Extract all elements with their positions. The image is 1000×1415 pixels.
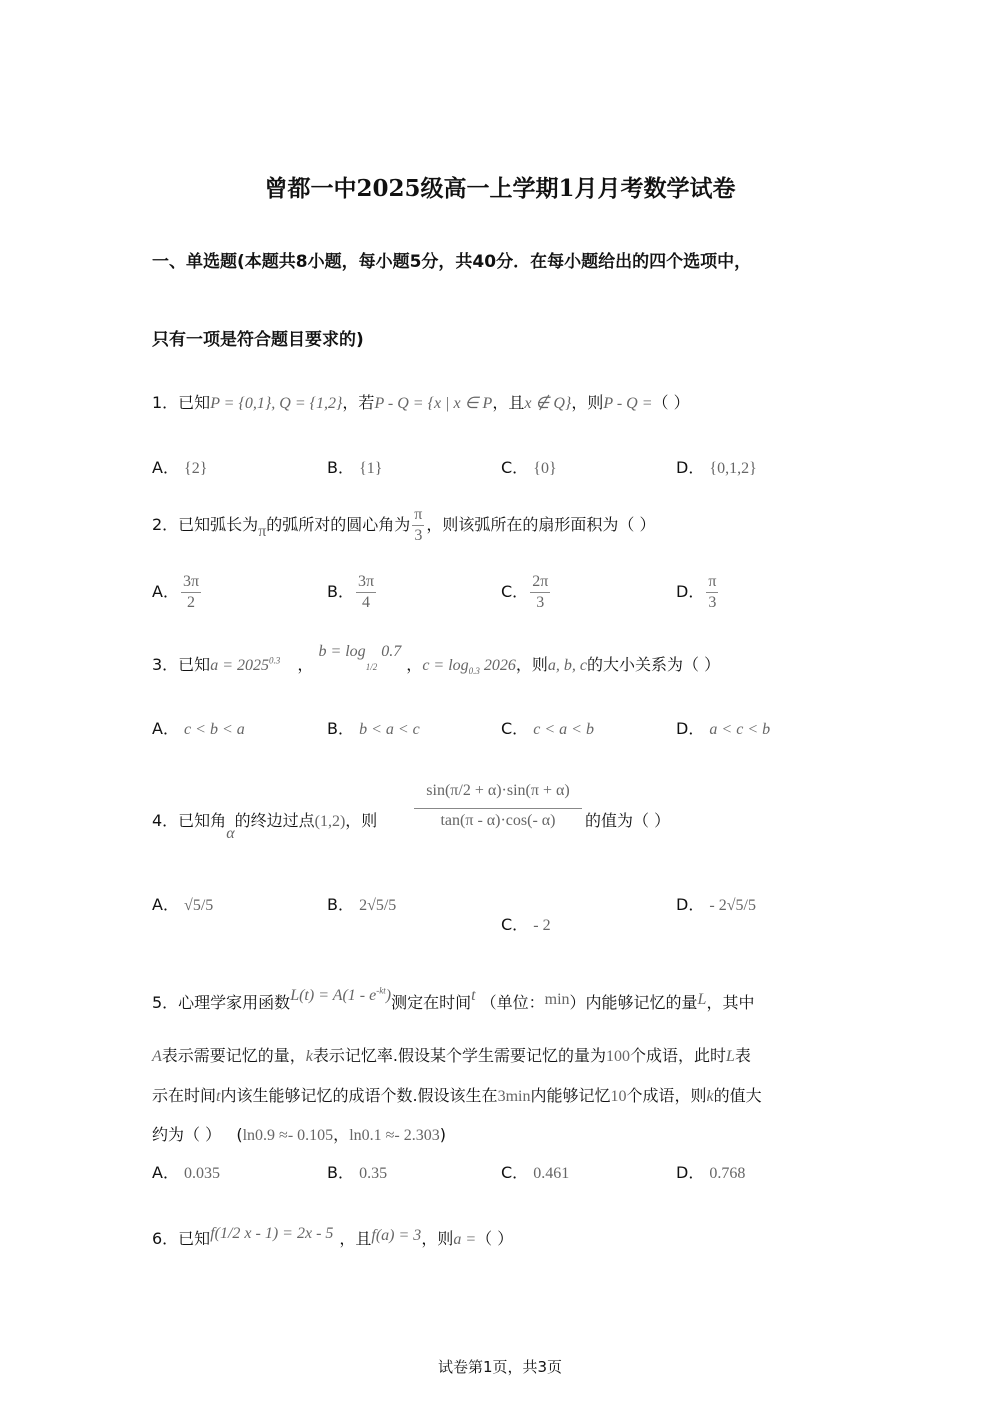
q4-text: ，则 [345,811,378,830]
q1-ask: P - Q = [603,395,653,412]
q5-option-c: C． 0.461 [501,1163,570,1182]
section-heading-line2: 只有一项是符合题目要求的) [152,330,364,350]
q5-option-d: D． 0.768 [676,1163,746,1182]
q2-text: ，则该弧所在的扇形面积为（ ） [426,515,656,534]
q3-option-d: D． a < c < b [676,719,771,738]
q2-text: 的弧所对的圆心角为 [266,515,411,534]
q1-option-d: D． {0,1,2} [676,458,757,477]
q1-option-c: C． {0} [501,458,557,477]
q4-tail: 的值为（ ） [585,811,671,830]
q2-option-b: B． $\frac{3\pi}{4}$ [327,573,375,611]
q4-option-c: C． - 2 [501,915,551,934]
q4-option-b: B． 2√5/5 [327,895,397,914]
question-5-line1: 5．心理学家用函数$L(t) = A(1 - e^{-kt})$测定在时间t （单位：min）内能够记忆的量L，其中 [152,985,755,1012]
q4-option-a: A． √5/5 [152,895,214,914]
q6-ask: a = [453,1231,477,1248]
q1-option-a: A． {2} [152,458,208,477]
q4-stem: 4．已知角 [152,811,227,830]
q4-denominator: tan(π - α)·cos(- α) [440,812,556,829]
q1-diff-def: P - Q = {x | x ∈ P [374,395,493,412]
q3-option-b: B． b < a < c [327,719,420,738]
question-4 [152,808,378,842]
q2-arc-length: π [258,523,267,540]
q4-alpha: α [226,825,235,842]
q6-fa: f(a) = 3 [371,1227,422,1244]
q4-option-d: D． - 2√5/5 [676,895,756,914]
q1-condition: x ∉ Q} [524,395,572,412]
q3-a-expr: $a = 2025^{0.3}$ [210,655,281,674]
q3-text: 的大小关系为（ ） [587,655,721,674]
page-footer: 试卷第1页，共3页 [437,1358,563,1376]
section-heading-line1: 一、单选题(本题共8小题，每小题5分，共40分．在每小题给出的四个选项中， [152,252,752,272]
q2-option-d: D． $\frac{\pi}{3}$ [676,573,717,611]
question-5-line2: A表示需要记忆的量，k表示记忆率.假设某个学生需要记忆的量为100个成语，此时L表 [152,1046,751,1065]
q1-text: ，则 [571,393,604,412]
q4-text: 的终边过点 [234,811,315,830]
q1-option-b: B． {1} [327,458,383,477]
q1-text: （ ） [652,393,690,412]
q1-text: ，若 [342,393,375,412]
q3-b-expr: $b = \log_{1/2} 0.7$ [318,643,402,673]
q1-stem: 1．已知 [152,393,211,412]
question-2 [152,505,655,546]
q5-option-a: A． 0.035 [152,1163,221,1182]
q2-option-c: C． $\frac{2\pi}{3}$ [501,573,549,611]
q4-point: (1,2) [314,813,346,830]
page-title: 曾都一中2025级高一上学期1月月考数学试卷 [264,175,736,202]
question-5-line3: 示在时间t内该生能够记忆的成语个数.假设该生在3min内能够记忆10个成语，则k的值大 [152,1086,762,1105]
q3-option-a: A． c < b < a [152,719,245,738]
q3-c-expr: $c = \log_{0.3} 2026$ [422,657,516,677]
question-5-line4: 约为（ ） (ln0.9 ≈- 0.105，ln0.1 ≈- 2.303) [152,1125,446,1144]
q4-expression-fraction [414,778,582,833]
question-6: 6．已知f(1/2 x - 1) = 2x - 5 ，且f(a) = 3，则a =（ ） [152,1225,514,1248]
q1-sets: P = {0,1}, Q = {1,2} [210,395,343,412]
question-1 [152,390,690,413]
question-3: 3．已知$a = 2025^{0.3}$ ， $b = \log_{1/2} 0.7$ ，$c = \log_{0.3} 2026$，则a, b, c的大小关系为（ ） [152,643,721,677]
q5-option-b: B． 0.35 [327,1163,388,1182]
q4-numerator: sin(π/2 + α)·sin(π + α) [414,778,582,809]
q2-option-a: A． $\frac{3\pi}{2}$ [152,573,200,611]
q6-function: f(1/2 x - 1) = 2x - 5 [210,1225,334,1242]
q3-text: ，则 [515,655,548,674]
q3-option-c: C． c < a < b [501,719,594,738]
q2-angle-fraction: $\frac{\pi}{3}$ [414,506,423,544]
q2-stem: 2．已知弧长为 [152,515,259,534]
q1-text: ，且 [492,393,525,412]
q3-stem: 3．已知 [152,655,211,674]
q3-vars: a, b, c [547,657,588,674]
